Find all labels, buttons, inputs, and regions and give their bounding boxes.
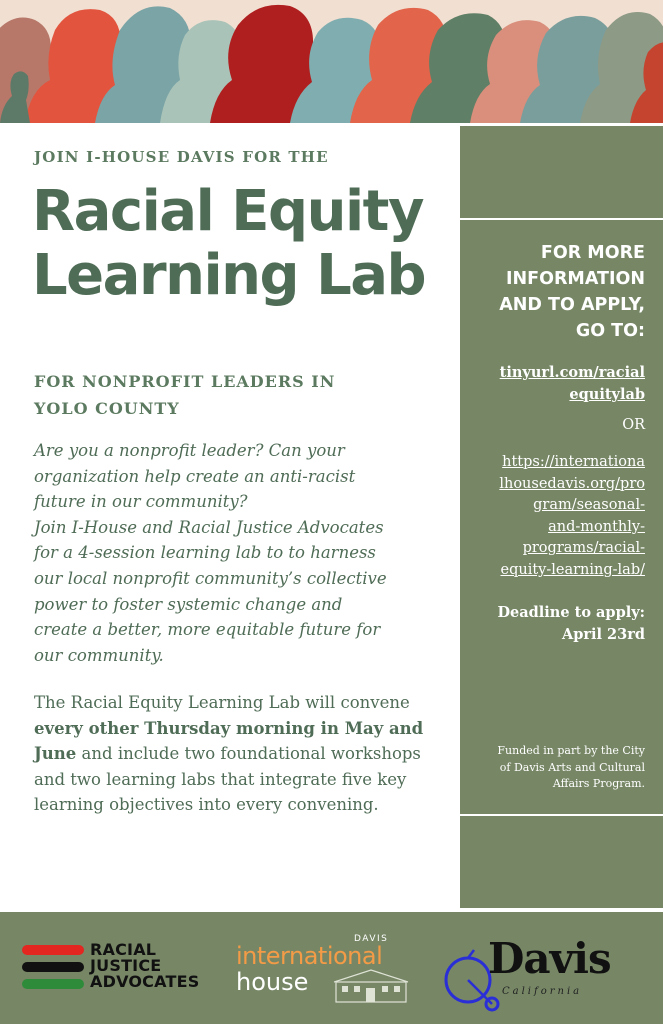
more-info-line: GO TO: xyxy=(575,321,645,341)
racial-justice-advocates-logo xyxy=(22,942,227,998)
more-info-line: AND TO APPLY, xyxy=(499,295,645,315)
rja-word: RACIAL xyxy=(90,940,157,959)
intro-paragraph xyxy=(34,438,429,668)
audience-line: FOR NONPROFIT LEADERS IN xyxy=(34,372,336,391)
logo-green-bar xyxy=(22,979,84,989)
intro-line: Join I-House and Racial Justice Advocates xyxy=(34,517,384,537)
logo-black-bar xyxy=(22,962,84,972)
davis-state-label: California xyxy=(502,986,583,997)
header-silhouette-banner xyxy=(0,0,663,123)
ih-davis-label: DAVIS xyxy=(354,934,389,944)
short-url-link[interactable] xyxy=(460,362,645,405)
deadline-line: April 23rd xyxy=(561,626,645,643)
short-url-line[interactable]: tinyurl.com/racial xyxy=(499,364,645,381)
full-url-line[interactable]: gram/seasonal- xyxy=(533,497,645,514)
kicker-heading: JOIN I-HOUSE DAVIS FOR THE xyxy=(34,148,329,166)
full-url-line[interactable]: programs/racial- xyxy=(522,540,645,557)
intro-line: future in our community? xyxy=(34,492,248,512)
intro-line: power to foster systemic change and xyxy=(34,594,343,614)
rja-word: JUSTICE xyxy=(90,956,162,975)
intro-line: create a better, more equitable future for xyxy=(34,620,381,640)
full-url-line[interactable]: equity-learning-lab/ xyxy=(500,561,645,578)
funding-line: Affairs Program. xyxy=(552,777,645,790)
ih-word-house: house xyxy=(236,968,309,996)
schedule-text: The Racial Equity Learning Lab will convene xyxy=(34,693,410,712)
full-url-line[interactable]: https://internationa xyxy=(502,454,645,470)
house-building-icon xyxy=(334,968,409,1004)
logo-red-bar xyxy=(22,945,84,955)
funding-line: Funded in part by the City xyxy=(497,744,645,757)
schedule-paragraph xyxy=(34,690,429,818)
event-title xyxy=(32,180,425,308)
funding-line: of Davis Arts and Cultural xyxy=(499,760,645,774)
more-info-heading xyxy=(455,240,645,344)
schedule-highlight: every other Thursday morning in May and June xyxy=(34,718,424,764)
rja-wordmark xyxy=(90,942,199,990)
international-house-logo xyxy=(236,934,411,1004)
intro-line: our community. xyxy=(34,645,164,665)
event-title-line: Learning Lab xyxy=(32,243,426,308)
full-url-line[interactable]: and-monthly- xyxy=(548,518,645,535)
sidebar-divider xyxy=(460,218,663,220)
city-of-davis-logo xyxy=(440,926,625,1018)
full-url-line[interactable]: lhousedavis.org/pro xyxy=(499,475,645,492)
full-url-link[interactable] xyxy=(460,452,645,582)
more-info-line: INFORMATION xyxy=(505,269,645,289)
profile-silhouettes-graphic xyxy=(0,0,663,123)
sidebar-divider xyxy=(460,814,663,816)
deadline-line: Deadline to apply: xyxy=(497,604,645,621)
ih-word-international: international xyxy=(236,942,383,970)
more-info-line: FOR MORE xyxy=(540,243,645,263)
intro-line: Are you a nonprofit leader? Can your xyxy=(34,441,345,460)
intro-line: our local nonprofit community’s collective xyxy=(34,568,387,588)
or-separator: OR xyxy=(622,417,645,433)
info-sidebar xyxy=(460,126,663,908)
event-title-line: Racial Equity xyxy=(32,179,423,244)
short-url-line[interactable]: equitylab xyxy=(569,385,645,403)
sponsor-footer xyxy=(0,912,663,1024)
schedule-text: and include two foundational workshops and two learning labs that integrate five key learning objectives into every convening. xyxy=(34,744,421,815)
davis-wordmark: Davis xyxy=(488,934,611,983)
audience-subheading xyxy=(34,368,394,422)
intro-line: for a 4-session learning lab to to harness xyxy=(34,543,376,563)
funding-credit xyxy=(470,743,645,793)
deadline-notice xyxy=(455,602,645,646)
intro-line: organization help create an anti-racist xyxy=(34,466,356,486)
rja-word: ADVOCATES xyxy=(90,972,200,991)
audience-line: YOLO COUNTY xyxy=(34,399,180,418)
